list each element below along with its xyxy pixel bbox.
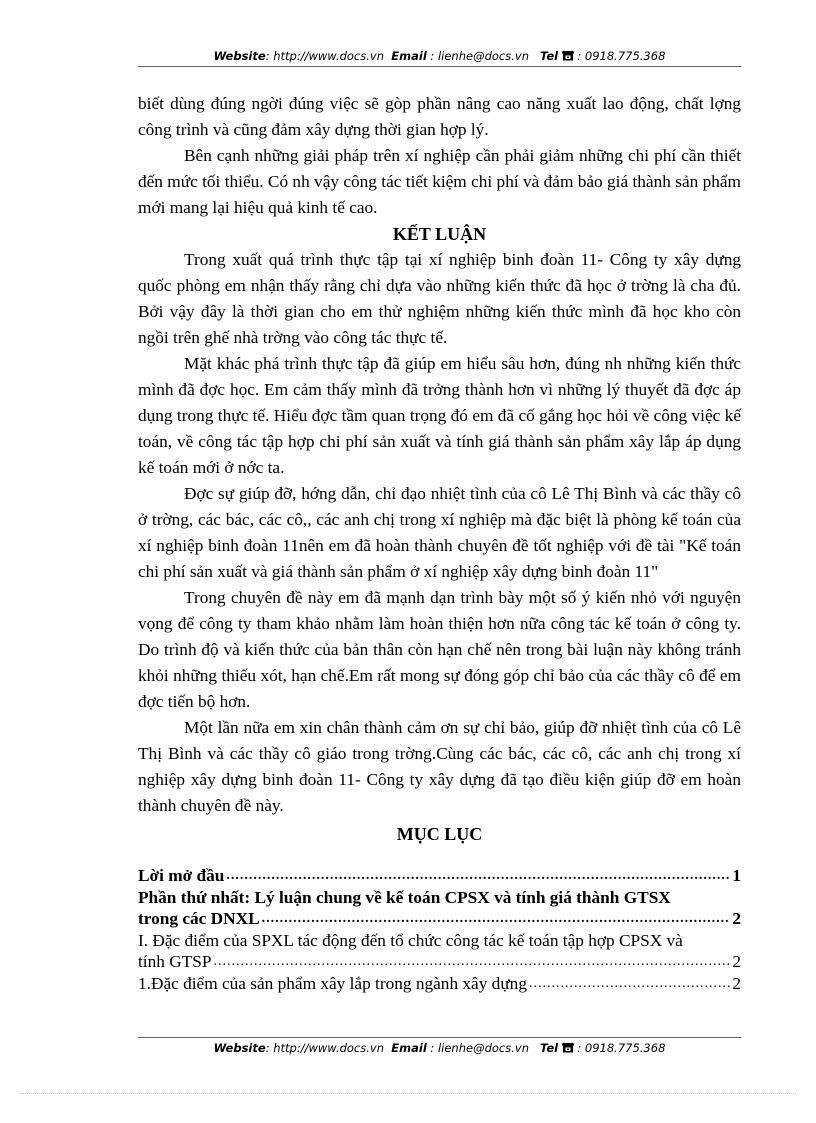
tel-value: : 0918.775.368 xyxy=(577,49,666,63)
toc-page-number: 2 xyxy=(732,973,741,993)
page-header xyxy=(138,49,741,63)
website-label: Website xyxy=(213,1041,266,1055)
toc-entry-label: Phần thứ nhất: Lý luận chung về kế toán CPSX và tính giá thành GTSX xyxy=(138,887,671,907)
footer-rule xyxy=(138,1037,741,1038)
paragraph: Trong chuyên đề này em đã mạnh dạn trình bày một số ý kiến nhỏ với nguyện vọng để công ty tham khảo nhằm làm hoàn thiện hơn nữa công tác kế toán ở công ty. Do trình độ và kiến thức của bản thân còn hạn chế nên trong bài luận này không tránh khỏi những thiếu xót, hạn chế.Em rất mong sự đóng góp chỉ bảo của các thầy cô để em đợc tiến bộ hơn. xyxy=(138,588,741,711)
document-body xyxy=(138,91,741,994)
toc-entry-label: 1.Đặc điểm của sản phẩm xây lắp trong ngành xây dựng xyxy=(138,973,527,993)
page-footer xyxy=(138,1041,741,1055)
email-label: Email xyxy=(391,1041,427,1055)
page-edge xyxy=(20,1093,796,1094)
paragraph: Bên cạnh những giải pháp trên xí nghiệp cần phải giảm những chi phí cần thiết đến mức tối thiểu. Có nh vậy công tác tiết kiệm chi phí và đảm bảo giá thành sản phẩm mới mang lại hiệu quả kinh tế cao. xyxy=(138,146,741,217)
toc-entry[interactable] xyxy=(138,887,741,930)
website-value: : http://www.docs.vn xyxy=(265,49,384,63)
toc-entry[interactable] xyxy=(138,973,741,995)
website-label: Website xyxy=(213,49,266,63)
toc-leader xyxy=(529,973,730,995)
toc-entry-label: Lời mở đầu xyxy=(138,866,225,885)
toc-entry-label-continued: trong các DNXL xyxy=(138,909,260,928)
toc-entry[interactable] xyxy=(138,865,741,887)
muc-luc-heading: MỤC LỤC xyxy=(396,824,483,844)
toc-entry-label: I. Đặc điểm của SPXL tác động đến tổ chức công tác kế toán tập hợp CPSX và xyxy=(138,930,683,950)
paragraph: Trong xuất quá trình thực tập tại xí nghiệp binh đoàn 11- Công ty xây dựng quốc phòng em nhận thấy rằng chỉ dựa vào những kiến thức đã học ở trờng là cha đủ. Bởi vậy đây là thời gian cho em thử nghiệm những kiến thức mình đã học kho còn ngồi trên ghế nhà trờng vào công tác thực tế. xyxy=(138,250,741,347)
toc-page-number: 1 xyxy=(732,866,741,885)
toc-leader xyxy=(226,865,730,887)
website-value: : http://www.docs.vn xyxy=(265,1041,384,1055)
tel-label: Tel xyxy=(539,1041,559,1055)
toc-entry-label-continued: tính GTSP xyxy=(138,952,212,971)
paragraph: biết dùng đúng ngời đúng việc sẽ gòp phần nâng cao năng xuất lao động, chất lợng công trình và cũng đảm xây dựng thời gian hợp lý. xyxy=(138,94,741,139)
toc-leader xyxy=(262,908,731,930)
ket-luan-heading: KẾT LUẬN xyxy=(392,224,487,244)
email-label: Email xyxy=(391,49,427,63)
toc-leader xyxy=(213,951,730,973)
phone-icon xyxy=(562,49,578,63)
tel-label: Tel xyxy=(539,49,559,63)
paragraph: Một lần nữa em xin chân thành cảm ơn sự chỉ bảo, giúp đỡ nhiệt tình của cô Lê Thị Bình và các thầy cô giáo trong trờng.Cùng các bác, các cô, các anh chị trong xí nghiệp xây dựng binh đoàn 11- Công ty xây dựng đã tạo điều kiện giúp đỡ em hoàn thành chuyên đề này. xyxy=(138,718,741,815)
tel-value: : 0918.775.368 xyxy=(577,1041,666,1055)
table-of-contents xyxy=(138,865,741,994)
phone-icon xyxy=(562,1041,578,1055)
email-value: : lienhe@docs.vn xyxy=(426,1041,529,1055)
toc-page-number: 2 xyxy=(732,909,741,928)
email-value: : lienhe@docs.vn xyxy=(426,49,529,63)
paragraph: Đợc sự giúp đỡ, hớng dẫn, chỉ đạo nhiệt tình của cô Lê Thị Bình và các thầy cô ở trờng, các bác, các cô,, các anh chị trong xí nghiệp mà đặc biệt là phòng kế toán của xí nghiệp binh đoàn 11nên em đã hoàn thành chuyên đề tốt nghiệp với đề tài "Kế toán chi phí sản xuất và giá thành sản phẩm ở xí nghiệp xây dựng binh đoàn 11" xyxy=(138,484,741,581)
toc-entry[interactable] xyxy=(138,930,741,973)
paragraph: Mặt khác phá trình thực tập đã giúp em hiểu sâu hơn, đúng nh những kiến thức mình đã đợc học. Em cảm thấy mình đã trởng thành hơn vì những lý thuyết đã đợc áp dụng trong thực tế. Hiểu đợc tầm quan trọng đó em đã cố gắng học hỏi về công việc kế toán, về công tác tập hợp chi phí sản xuất và tính giá thành sản phẩm xây lắp áp dụng kế toán mới ở nớc ta. xyxy=(138,354,741,477)
toc-page-number: 2 xyxy=(732,952,741,971)
header-rule xyxy=(138,66,741,67)
